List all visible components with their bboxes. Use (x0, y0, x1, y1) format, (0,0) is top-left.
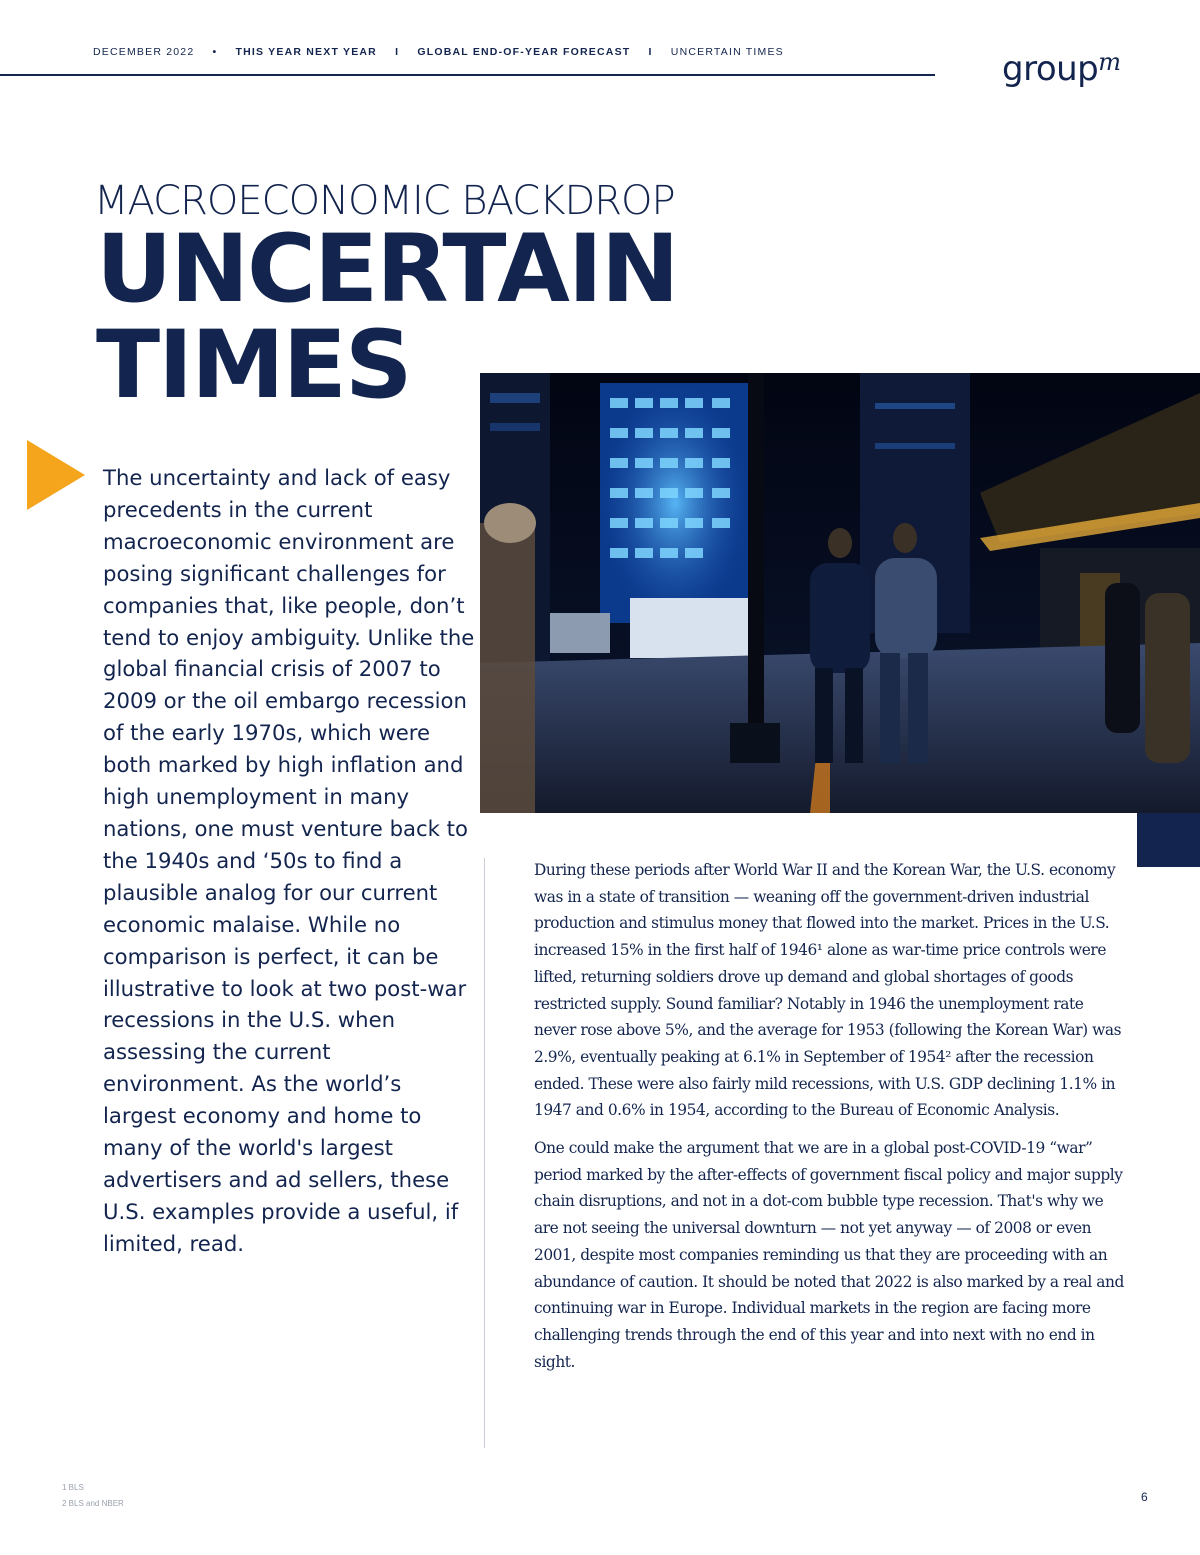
logo-text: group (1002, 49, 1099, 89)
header-report: GLOBAL END-OF-YEAR FORECAST (417, 46, 631, 58)
header-separator: I (648, 46, 653, 58)
column-divider (484, 858, 485, 1448)
night-street-photo-illustration (480, 373, 1200, 813)
night-street-photo (480, 373, 1200, 813)
lede-paragraph: The uncertainty and lack of easy precedents in the current macroeconomic environment are posing significant challenges for companies that, like people, don’t tend to enjoy ambiguity. Unlike the global financial crisis of 2007 to 2009 or the oil embargo recession of the early 1970s, which were both marked by high inflation and high unemployment in many nations, one must venture back to the 1940s and ‘50s to find a plausible analog for our current economic malaise. While no comparison is perfect, it can be illustrative to look at two post-war recessions in the U.S. when assessing the current environment. As the world’s largest economy and home to many of the world's largest advertisers and ad sellers, these U.S. examples provide a useful, if limited, read. (103, 465, 475, 1256)
play-arrow-icon (27, 440, 85, 510)
title-line-2: TIMES (96, 311, 411, 420)
header-dot: • (212, 46, 218, 58)
logo-superscript: m (1098, 48, 1121, 76)
section-kicker: MACROECONOMIC BACKDROP (94, 178, 675, 224)
accent-block (1137, 813, 1200, 867)
footnote-2: 2 BLS and NBER (62, 1499, 124, 1508)
body-column (534, 857, 1126, 1386)
header-section: UNCERTAIN TIMES (670, 46, 784, 58)
header-date: DECEMBER 2022 (93, 46, 195, 58)
page-number: 6 (1141, 1490, 1148, 1504)
title-line-1: UNCERTAIN (96, 215, 678, 324)
body-paragraph-1: During these periods after World War II and the Korean War, the U.S. economy was in a state of transition — weaning off the government-driven industrial production and stimulus money that flowed into the market. Prices in the U.S. increased 15% in the first half of 1946¹ alone as war-time price controls were lifted, returning soldiers drove up demand and global shortages of goods restricted supply. Sound familiar? Notably in 1946 the unemployment rate never rose above 5%, and the average for 1953 (following the Korean War) was 2.9%, eventually peaking at 6.1% in September of 1954² after the recession ended. These were also fairly mild recessions, with U.S. GDP declining 1.1% in 1947 and 0.6% in 1954, according to the Bureau of Economic Analysis. (534, 861, 1122, 1120)
footnotes (62, 1480, 124, 1512)
header-separator: I (395, 46, 400, 58)
footnote-1: 1 BLS (62, 1483, 84, 1492)
groupm-logo (1002, 48, 1121, 89)
header-publication: THIS YEAR NEXT YEAR (235, 46, 377, 58)
header-rule (0, 74, 935, 76)
running-header (93, 46, 784, 58)
body-paragraph-2: One could make the argument that we are in a global post-COVID-19 “war” period marked by the after-effects of government fiscal policy and major supply chain disruptions, and not in a dot-com bubble type recession. That's why we are not seeing the universal downturn — not yet anyway — of 2008 or even 2001, despite most companies reminding us that they are proceeding with an abundance of caution. It should be noted that 2022 is also marked by a real and continuing war in Europe. Individual markets in the region are facing more challenging trends through the end of this year and into next with no end in sight. (534, 1139, 1124, 1371)
